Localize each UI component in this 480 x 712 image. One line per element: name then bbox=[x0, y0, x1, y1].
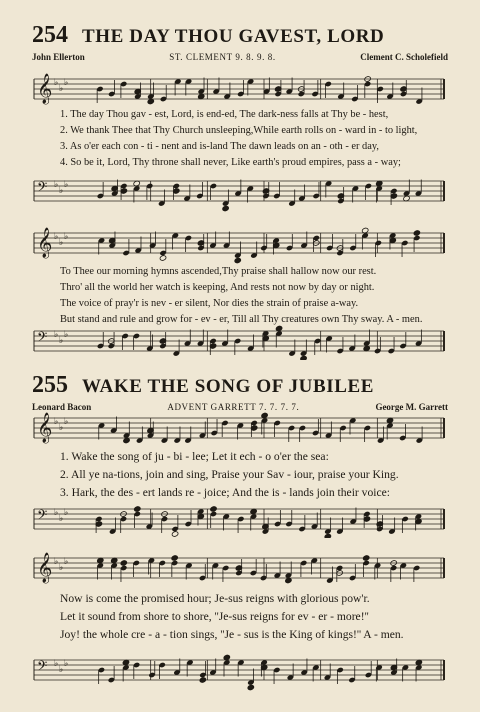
svg-text:𝄢: 𝄢 bbox=[37, 507, 48, 526]
svg-text:𝄞: 𝄞 bbox=[37, 553, 53, 583]
verse-line: Joy! the whole cre - a - tion sings, ''Je - sus is the King of kings!'' A - men. bbox=[60, 628, 404, 641]
svg-text:♭: ♭ bbox=[59, 186, 64, 196]
verse-line: 1. Wake the song of ju - bi - lee; Let it ech - o o'er the sea: bbox=[60, 450, 329, 463]
svg-text:♭: ♭ bbox=[64, 417, 69, 427]
verse-line: But stand and rule and grow for - ev - er, Till all Thy creatures own Thy sway. A - men. bbox=[60, 314, 423, 325]
verse-block bbox=[60, 264, 444, 328]
svg-text:♭: ♭ bbox=[54, 232, 59, 242]
svg-text:♭: ♭ bbox=[59, 336, 64, 346]
treble-staff bbox=[0, 220, 480, 266]
verse-line: Let it sound from shore to shore, ''Je-sus reigns for ev - er - more!'' bbox=[60, 610, 369, 623]
svg-text:♭: ♭ bbox=[59, 238, 64, 248]
svg-text:♭: ♭ bbox=[59, 423, 64, 433]
verse-block bbox=[60, 448, 444, 502]
svg-text:♭: ♭ bbox=[54, 557, 59, 567]
bass-staff bbox=[0, 646, 480, 694]
svg-text:♭: ♭ bbox=[54, 78, 59, 88]
svg-text:♭: ♭ bbox=[54, 180, 59, 190]
hymn-tune: ADVENT GARRETT 7. 7. 7. 7. bbox=[167, 402, 300, 412]
verse-block bbox=[60, 590, 444, 644]
hymn-title: WAKE THE SONG OF JUBILEE bbox=[82, 376, 375, 397]
bass-staff bbox=[0, 500, 480, 538]
svg-text:♭: ♭ bbox=[64, 232, 69, 242]
hymn-author: John Ellerton bbox=[32, 52, 85, 62]
verse-line: Now is come the promised hour; Je-sus reigns with glorious pow'r. bbox=[60, 592, 370, 605]
verse-line: 2. All ye na-tions, join and sing, Praise your Sav - iour, praise your King. bbox=[60, 468, 399, 481]
svg-text:♭: ♭ bbox=[64, 78, 69, 88]
svg-text:𝄢: 𝄢 bbox=[37, 179, 48, 198]
verse-line: Thro' all the world her watch is keeping, And rests not now by day or night. bbox=[60, 282, 375, 293]
verse-line: To Thee our morning hymns ascended,Thy praise shall hallow now our rest. bbox=[60, 266, 377, 277]
svg-text:𝄞: 𝄞 bbox=[37, 413, 53, 443]
svg-text:𝄞: 𝄞 bbox=[37, 74, 53, 104]
svg-text:♭: ♭ bbox=[59, 84, 64, 94]
verse-line: 2. We thank Thee that Thy Church unsleeping,While earth rolls on - ward in - to light, bbox=[60, 125, 418, 136]
verse-line: 4. So be it, Lord, Thy throne shall never, Like earth's proud empires, pass a - way; bbox=[60, 157, 401, 168]
svg-text:♭: ♭ bbox=[64, 659, 69, 669]
hymn-number: 254 bbox=[32, 22, 68, 48]
svg-text:𝄢: 𝄢 bbox=[37, 658, 48, 677]
bass-staff bbox=[0, 168, 480, 214]
verse-block bbox=[60, 107, 444, 171]
svg-text:𝄢: 𝄢 bbox=[37, 329, 48, 348]
hymn-tune: ST. CLEMENT 9. 8. 9. 8. bbox=[169, 52, 276, 62]
svg-text:♭: ♭ bbox=[54, 508, 59, 518]
svg-text:♭: ♭ bbox=[59, 665, 64, 675]
svg-text:♭: ♭ bbox=[64, 180, 69, 190]
svg-text:♭: ♭ bbox=[64, 330, 69, 340]
hymn-title: THE DAY THOU GAVEST, LORD bbox=[82, 26, 385, 47]
verse-line: 3. Hark, the des - ert lands re - joice; And the is - lands join their voice: bbox=[60, 486, 391, 499]
svg-text:♭: ♭ bbox=[59, 514, 64, 524]
hymn-composer: George M. Garrett bbox=[375, 402, 448, 412]
hymn-author: Leonard Bacon bbox=[32, 402, 92, 412]
svg-text:♭: ♭ bbox=[64, 508, 69, 518]
verse-line: The voice of pray'r is nev - er silent, Nor dies the strain of praise a-way. bbox=[60, 298, 359, 309]
treble-staff bbox=[0, 406, 480, 450]
svg-text:♭: ♭ bbox=[64, 557, 69, 567]
svg-text:𝄞: 𝄞 bbox=[37, 228, 53, 258]
bass-staff bbox=[0, 322, 480, 360]
svg-text:♭: ♭ bbox=[59, 563, 64, 573]
hymn-254-header bbox=[32, 22, 448, 62]
hymn-number: 255 bbox=[32, 372, 68, 398]
verse-line: 1. The day Thou gav - est, Lord, is end-ed, The dark-ness falls at Thy be - hest, bbox=[60, 109, 389, 120]
hymn-composer: Clement C. Scholefield bbox=[360, 52, 448, 62]
treble-staff bbox=[0, 546, 480, 590]
svg-text:♭: ♭ bbox=[54, 659, 59, 669]
svg-text:♭: ♭ bbox=[54, 417, 59, 427]
svg-text:♭: ♭ bbox=[54, 330, 59, 340]
verse-line: 3. As o'er each con - ti - nent and is-land The dawn leads on an - oth - er day, bbox=[60, 141, 379, 152]
